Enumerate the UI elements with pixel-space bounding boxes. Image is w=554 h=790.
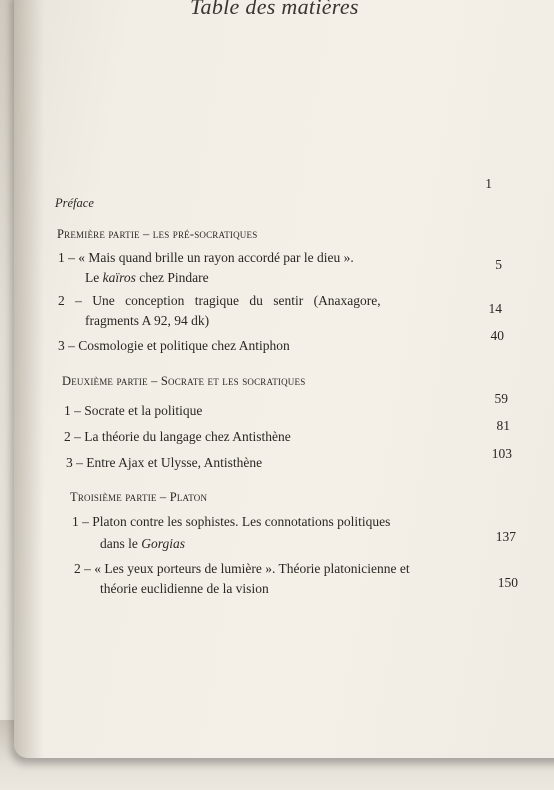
preface-page: 1 bbox=[485, 176, 492, 191]
part3-entry1-line2 bbox=[100, 536, 185, 552]
part2-entry2-page: 81 bbox=[496, 418, 510, 433]
part3-entry2-line1: 2 – « Les yeux porteurs de lumière ». Théorie platonicienne et bbox=[74, 561, 410, 576]
part1-entry1-line2-post: chez Pindare bbox=[135, 270, 209, 285]
part3-entry1-line2-pre: dans le bbox=[100, 536, 142, 551]
part2-entry3-page: 103 bbox=[491, 446, 512, 461]
preface-label: Préface bbox=[55, 196, 94, 210]
part1-entry3-page: 40 bbox=[490, 328, 504, 343]
part3-heading: Troisième partie – Platon bbox=[70, 490, 208, 504]
page-edge-shadow bbox=[14, 0, 44, 758]
part3-entry1-line1: 1 – Platon contre les sophistes. Les connotations politiques bbox=[72, 514, 391, 529]
part1-entry2-page: 14 bbox=[488, 301, 502, 316]
part1-entry3-line1: 3 – Cosmologie et politique chez Antiphon bbox=[58, 338, 290, 353]
part3-entry1-page: 137 bbox=[495, 529, 516, 544]
part1-entry1-page: 5 bbox=[495, 257, 502, 272]
part1-entry1-line1-text: 1 – « Mais quand brille un rayon accordé par le dieu ». bbox=[58, 250, 354, 265]
part1-heading: Première partie – les pré-socratiques bbox=[57, 227, 258, 241]
part2-heading: Deuxième partie – Socrate et les socratiques bbox=[62, 374, 306, 388]
page-title: Table des matières bbox=[190, 0, 359, 19]
part2-entry1-page: 59 bbox=[494, 391, 508, 406]
part2-entry2-line1: 2 – La théorie du langage chez Antisthène bbox=[64, 429, 291, 444]
part1-entry1-line2-pre: Le bbox=[85, 270, 103, 285]
part1-entry1-line2 bbox=[85, 270, 209, 286]
part1-entry2-line2: fragments A 92, 94 dk) bbox=[85, 313, 210, 328]
part3-entry1-gorgias: Gorgias bbox=[141, 536, 186, 551]
part1-entry1-kairos: kaïros bbox=[102, 270, 136, 285]
part2-entry3-line1: 3 – Entre Ajax et Ulysse, Antisthène bbox=[66, 455, 263, 470]
part3-entry2-line2: théorie euclidienne de la vision bbox=[100, 581, 269, 596]
part1-entry2-line1: 2 – Une conception tragique du sentir (Anaxagore, bbox=[58, 293, 381, 308]
part3-entry2-page: 150 bbox=[497, 575, 518, 590]
part1-entry1-line1 bbox=[58, 250, 440, 266]
part2-entry1-line1: 1 – Socrate et la politique bbox=[64, 403, 203, 418]
